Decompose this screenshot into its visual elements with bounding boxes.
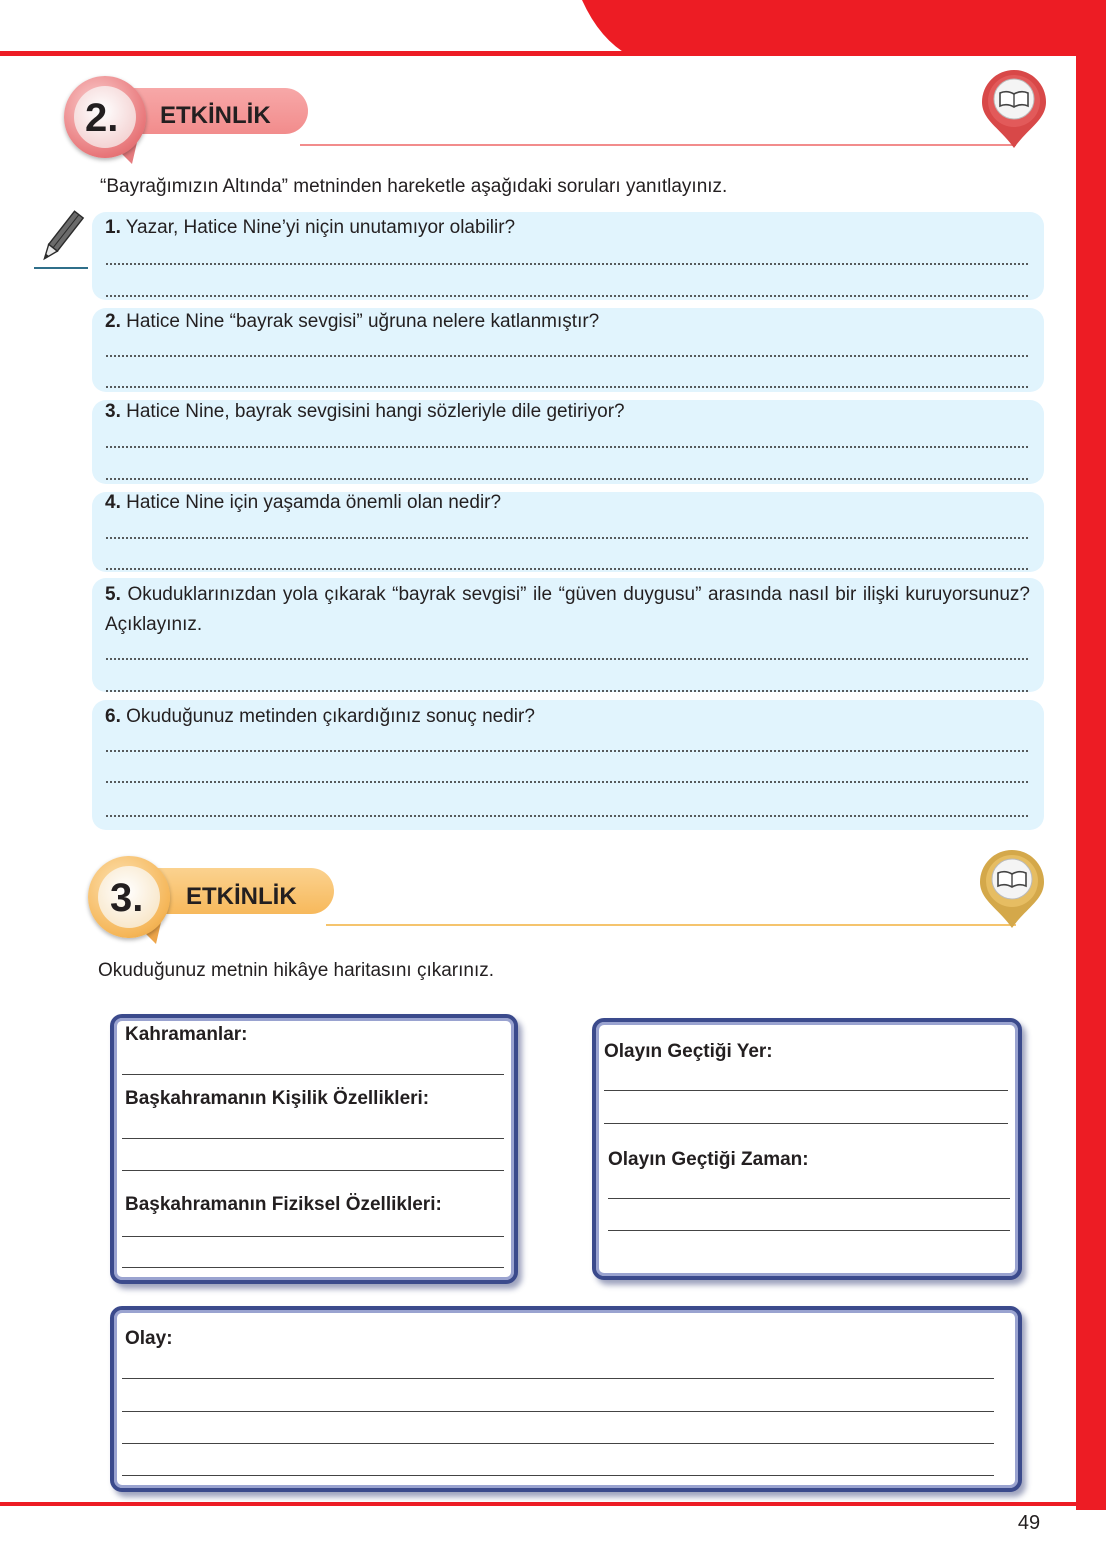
event-label: Olay:: [125, 1328, 173, 1349]
bottom-red-line: [0, 1502, 1106, 1506]
top-red-line: [0, 51, 1080, 56]
question-number: 6.: [105, 706, 121, 727]
answer-line[interactable]: [105, 478, 1030, 480]
answer-line[interactable]: [122, 1138, 504, 1139]
question-text: Okuduğunuz metinden çıkardığınız sonuç nedir?: [126, 706, 535, 727]
question-text: Yazar, Hatice Nine’yi niçin unutamıyor olabilir?: [125, 217, 516, 238]
question-1: [105, 213, 1030, 243]
question-4: [105, 488, 1030, 518]
time-label: Olayın Geçtiği Zaman:: [608, 1149, 809, 1170]
answer-line[interactable]: [608, 1198, 1010, 1199]
question-2: [105, 307, 1030, 337]
answer-line[interactable]: [105, 537, 1030, 539]
question-text: Okuduklarınızdan yola çıkarak “bayrak sevgisi” ile “güven duygusu” arasında nasıl bir ilişki kuruyorsunuz? Açıklayınız.: [105, 584, 1030, 635]
pencil-icon: [30, 206, 92, 272]
question-6: [105, 702, 1030, 732]
question-number: 2.: [105, 311, 121, 332]
page-number: 49: [996, 1508, 1062, 1538]
answer-line[interactable]: [604, 1090, 1008, 1091]
answer-line[interactable]: [122, 1475, 994, 1476]
question-number: 1.: [105, 217, 121, 238]
question-number: 4.: [105, 492, 121, 513]
answer-line[interactable]: [105, 295, 1030, 297]
question-number: 5.: [105, 584, 121, 605]
answer-line[interactable]: [105, 750, 1030, 752]
question-text: Hatice Nine “bayrak sevgisi” uğruna nelere katlanmıştır?: [126, 311, 600, 332]
activity-2-instruction: “Bayrağımızın Altında” metninden hareketle aşağıdaki soruları yanıtlayınız.: [100, 176, 728, 197]
answer-line[interactable]: [604, 1123, 1008, 1124]
top-red-band: [560, 0, 1106, 56]
answer-line[interactable]: [122, 1411, 994, 1412]
answer-line[interactable]: [105, 355, 1030, 357]
answer-line[interactable]: [105, 815, 1030, 817]
answer-line[interactable]: [105, 446, 1030, 448]
answer-line[interactable]: [122, 1267, 504, 1268]
activity-label: ETKİNLİK: [160, 102, 271, 129]
event-box: [110, 1306, 1022, 1492]
question-text: Hatice Nine, bayrak sevgisini hangi sözleriyle dile getiriyor?: [126, 401, 625, 422]
answer-line[interactable]: [122, 1443, 994, 1444]
answer-line[interactable]: [122, 1074, 504, 1075]
question-number: 3.: [105, 401, 121, 422]
activity-number: 3.: [110, 876, 144, 920]
answer-line[interactable]: [122, 1170, 504, 1171]
answer-line[interactable]: [105, 781, 1030, 783]
characters-box: [110, 1014, 518, 1284]
question-text: Hatice Nine için yaşamda önemli olan nedir?: [126, 492, 502, 513]
answer-line[interactable]: [105, 690, 1030, 692]
activity-rule: [326, 924, 1016, 926]
characters-label: Kahramanlar:: [125, 1024, 248, 1045]
question-5: [105, 580, 1030, 640]
activity-label: ETKİNLİK: [186, 883, 297, 910]
book-pin-icon: [976, 848, 1048, 930]
answer-line[interactable]: [122, 1378, 994, 1379]
physical-label: Başkahramanın Fiziksel Özellikleri:: [125, 1194, 442, 1215]
answer-line[interactable]: [105, 568, 1030, 570]
activity-rule: [300, 144, 1016, 146]
book-pin-icon: [978, 68, 1050, 150]
question-3: [105, 397, 1030, 427]
place-label: Olayın Geçtiği Yer:: [604, 1041, 773, 1062]
activity-number: 2.: [85, 96, 119, 140]
answer-line[interactable]: [608, 1230, 1010, 1231]
answer-line[interactable]: [105, 658, 1030, 660]
activity-3-instruction: Okuduğunuz metnin hikâye haritasını çıkarınız.: [98, 960, 495, 981]
answer-line[interactable]: [105, 386, 1030, 388]
answer-line[interactable]: [122, 1236, 504, 1237]
right-red-band: [1076, 0, 1106, 1510]
personality-label: Başkahramanın Kişilik Özellikleri:: [125, 1088, 430, 1109]
answer-line[interactable]: [105, 263, 1030, 265]
